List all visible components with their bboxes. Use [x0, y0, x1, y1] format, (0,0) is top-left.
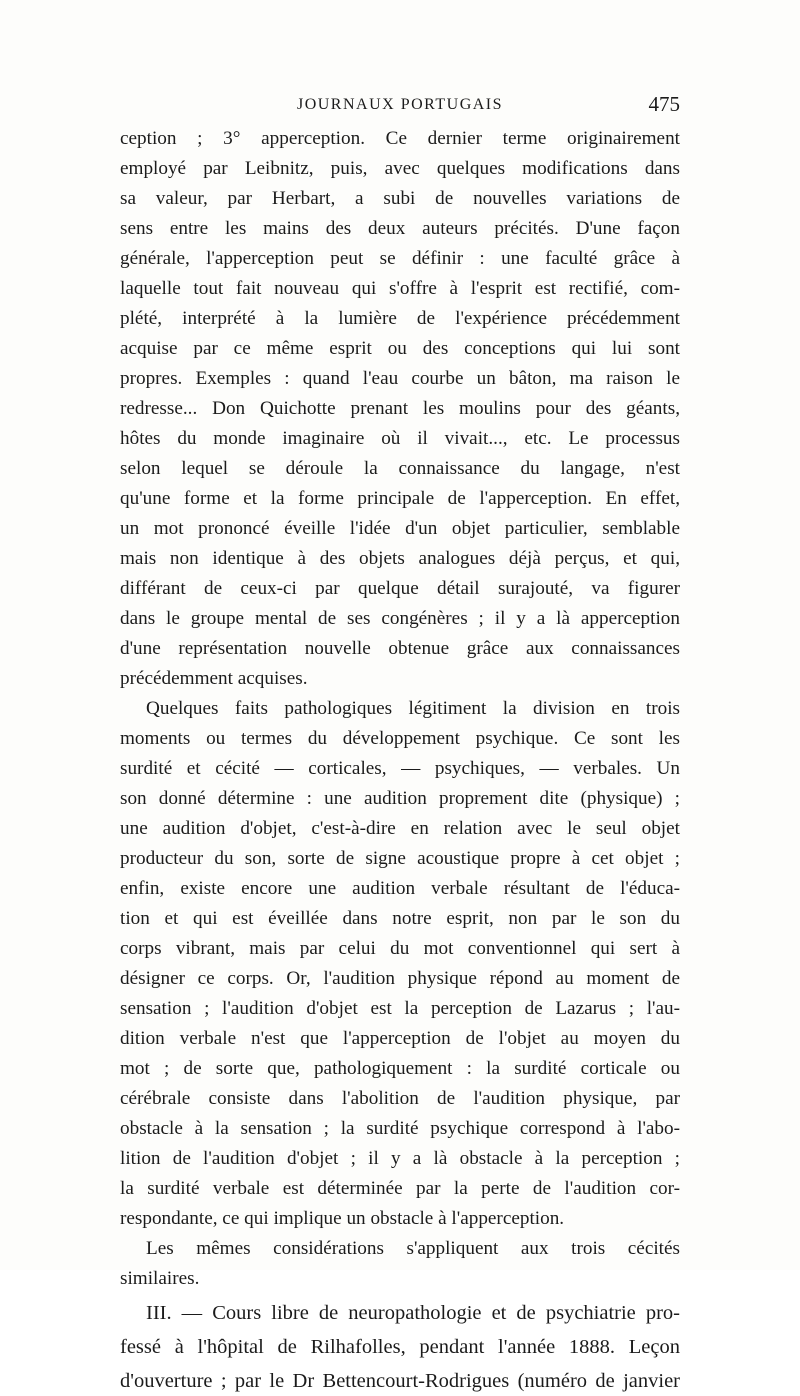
text-line: qu'une forme et la forme principale de l'apperception. En effet,	[120, 488, 680, 509]
text-line: similaires.	[120, 1268, 200, 1289]
text-line: obstacle à la sensation ; la surdité psychique correspond à l'abo-	[120, 1118, 680, 1139]
text-line: moments ou termes du développement psychique. Ce sont les	[120, 728, 680, 749]
text-line: corps vibrant, mais par celui du mot conventionnel qui sert à	[120, 938, 680, 959]
running-title: JOURNAUX PORTUGAIS	[296, 96, 504, 113]
text-line: sa valeur, par Herbart, a subi de nouvelles variations de	[120, 188, 680, 209]
text-line: enfin, existe encore une audition verbale résultant de l'éduca-	[120, 878, 680, 899]
text-line: III. — Cours libre de neuropathologie et de psychiatrie pro-	[146, 1302, 680, 1324]
text-line: sensation ; l'audition d'objet est la perception de Lazarus ; l'au-	[120, 998, 680, 1019]
running-head	[120, 92, 680, 118]
text-line: propres. Exemples : quand l'eau courbe un bâton, ma raison le	[120, 368, 680, 389]
text-line: dition verbale n'est que l'apperception de l'objet au moyen du	[120, 1028, 680, 1049]
text-line: une audition d'objet, c'est-à-dire en relation avec le seul objet	[120, 818, 680, 839]
text-line: lition de l'audition d'objet ; il y a là obstacle à la perception ;	[120, 1148, 680, 1169]
text-line: d'ouverture ; par le Dr Bettencourt-Rodrigues (numéro de janvier	[120, 1370, 680, 1392]
text-line: fessé à l'hôpital de Rilhafolles, pendant l'année 1888. Leçon	[120, 1336, 680, 1358]
text-line: employé par Leibnitz, puis, avec quelques modifications dans	[120, 158, 680, 179]
text-line: Les mêmes considérations s'appliquent aux trois cécités	[146, 1238, 680, 1259]
text-line: hôtes du monde imaginaire où il vivait..., etc. Le processus	[120, 428, 680, 449]
text-line: sens entre les mains des deux auteurs précités. D'une façon	[120, 218, 680, 239]
text-line: son donné détermine : une audition proprement dite (physique) ;	[120, 788, 680, 809]
text-line: laquelle tout fait nouveau qui s'offre à l'esprit est rectifié, com-	[120, 278, 680, 299]
text-line: ception ; 3° apperception. Ce dernier terme originairement	[120, 128, 680, 149]
page-number: 475	[648, 92, 680, 116]
text-line: Quelques faits pathologiques légitiment la division en trois	[146, 698, 680, 719]
text-line: cérébrale consiste dans l'abolition de l'audition physique, par	[120, 1088, 680, 1109]
text-line: différant de ceux-ci par quelque détail surajouté, va figurer	[120, 578, 680, 599]
text-line: mais non identique à des objets analogues déjà perçus, et qui,	[120, 548, 680, 569]
text-line: plété, interprété à la lumière de l'expérience précédemment	[120, 308, 680, 329]
text-line: dans le groupe mental de ses congénères ; il y a là apperception	[120, 608, 680, 629]
text-line: d'une représentation nouvelle obtenue grâce aux connaissances	[120, 638, 680, 659]
text-line: producteur du son, sorte de signe acoustique propre à cet objet ;	[120, 848, 680, 869]
text-line: acquise par ce même esprit ou des conceptions qui lui sont	[120, 338, 680, 359]
text-line: tion et qui est éveillée dans notre esprit, non par le son du	[120, 908, 680, 929]
text-line: redresse... Don Quichotte prenant les moulins pour des géants,	[120, 398, 680, 419]
body-text	[120, 124, 680, 1396]
text-line: surdité et cécité — corticales, — psychiques, — verbales. Un	[120, 758, 680, 779]
text-line: respondante, ce qui implique un obstacle à l'apperception.	[120, 1208, 565, 1229]
text-line: un mot prononcé éveille l'idée d'un objet particulier, semblable	[120, 518, 680, 539]
text-line: générale, l'apperception peut se définir : une faculté grâce à	[120, 248, 680, 269]
text-line: précédemment acquises.	[120, 668, 308, 689]
text-line: selon lequel se déroule la connaissance du langage, n'est	[120, 458, 680, 479]
text-line: mot ; de sorte que, pathologiquement : la surdité corticale ou	[120, 1058, 680, 1079]
text-line: la surdité verbale est déterminée par la perte de l'audition cor-	[120, 1178, 680, 1199]
text-line: désigner ce corps. Or, l'audition physique répond au moment de	[120, 968, 680, 989]
